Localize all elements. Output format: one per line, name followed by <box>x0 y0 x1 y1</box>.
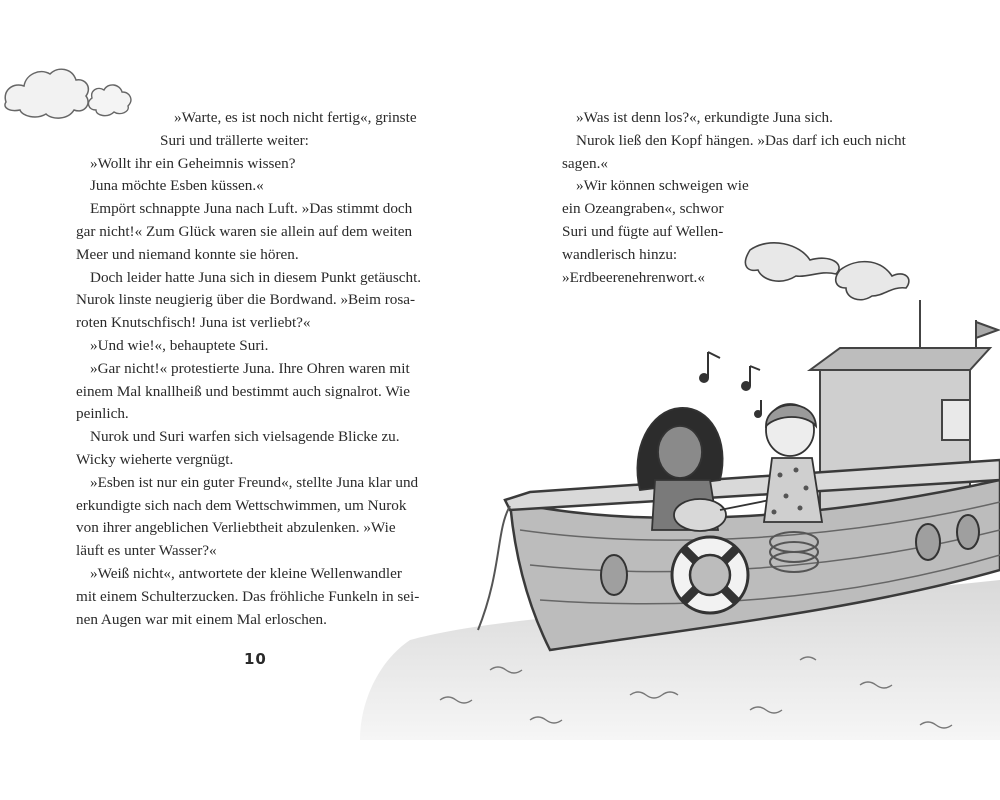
text-line: Nurok und Suri warfen sich vielsagende Blicke zu. <box>90 428 400 446</box>
text-line: »Warte, es ist noch nicht fertig«, grinste <box>174 109 417 126</box>
text-line: »Und wie!«, behauptete Suri. <box>90 336 269 354</box>
text-line: roten Knutschfisch! Juna ist verliebt?« <box>76 314 311 332</box>
text-line: Nurok linste neugierig über die Bordwand. »Beim rosa- <box>76 291 416 309</box>
text-line: läuft es unter Wasser?« <box>76 542 217 560</box>
music-note-icon <box>700 352 761 417</box>
boat-illustration <box>300 230 1000 740</box>
text-line: Doch leider hatte Juna sich in diesem Punkt getäuscht. <box>90 268 422 286</box>
text-line: sagen.« <box>562 154 608 172</box>
text-line: Suri und trällerte weiter: <box>160 131 309 149</box>
text-line: Empört schnappte Juna nach Luft. »Das stimmt doch <box>90 200 413 218</box>
page-number: 10 <box>244 650 267 668</box>
text-line: Meer und niemand konnte sie hören. <box>76 245 299 263</box>
text-line: gar nicht!« Zum Glück waren sie allein auf dem weiten <box>76 222 413 240</box>
flag-icon <box>976 322 998 338</box>
text-line: wandlerisch hinzu: <box>562 245 678 263</box>
text-line: ein Ozeangraben«, schwor <box>562 200 724 218</box>
text-line: erkundigte sich nach dem Wettschwimmen, um Nurok <box>76 496 407 514</box>
text-line: peinlich. <box>76 405 129 423</box>
text-line: »Wollt ihr ein Geheimnis wissen? <box>90 154 296 172</box>
text-line: »Wir können schweigen wie <box>576 177 749 195</box>
seagull-icon <box>745 243 908 300</box>
text-line: »Weiß nicht«, antwortete der kleine Wellenwandler <box>90 564 402 582</box>
text-line: Suri und fügte auf Wellen- <box>562 222 724 240</box>
text-line: »Erdbeerenehrenwort.« <box>562 268 705 286</box>
text-line: Wicky wieherte vergnügt. <box>76 450 234 468</box>
text-line: »Esben ist nur ein guter Freund«, stellte Juna klar und <box>90 473 419 491</box>
girl-with-guitar <box>637 408 780 531</box>
text-line: nen Augen war mit einem Mal erloschen. <box>76 610 327 628</box>
text-line: von ihrer angeblichen Verliebtheit abzulenken. »Wie <box>76 519 396 537</box>
text-line: einem Mal knallheiß und bestimmt auch signalrot. Wie <box>76 382 411 400</box>
text-line: mit einem Schulterzucken. Das fröhliche Funkeln in sei- <box>76 587 420 605</box>
text-line: »Gar nicht!« protestierte Juna. Ihre Ohren waren mit <box>90 359 410 377</box>
text-line: »Was ist denn los?«, erkundigte Juna sich. <box>576 109 833 126</box>
text-line: Juna möchte Esben küssen.« <box>90 177 264 195</box>
girl-in-dotted-dress <box>764 404 822 522</box>
life-ring-icon <box>672 537 748 613</box>
text-line: Nurok ließ den Kopf hängen. »Das darf ich euch nicht <box>576 131 906 149</box>
